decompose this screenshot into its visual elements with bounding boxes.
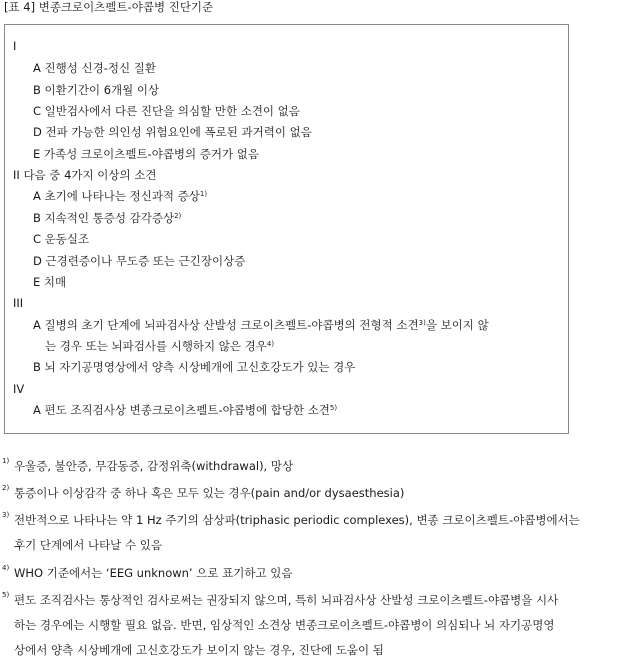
footnote-4-number: 4) [2,564,10,572]
footnote-ref-2: 2) [174,212,182,220]
criteria-box [4,24,569,434]
section-3-heading: III [13,296,24,310]
footnote-3-number: 3) [2,511,10,519]
criterion-3b: B 뇌 자기공명영상에서 양측 시상베개에 고신호강도가 있는 경우 [33,360,356,374]
criterion-1b: B 이환기간이 6개월 이상 [33,83,160,97]
footnote-1-number: 1) [2,457,10,465]
criterion-3a-cont: 는 경우 또는 뇌파검사를 시행하지 않은 경우 [45,339,267,353]
criterion-3a-line2 [45,338,274,355]
criterion-2e: E 치매 [33,275,67,289]
section-2-heading: II 다음 중 4가지 이상의 소견 [13,168,157,182]
criterion-1a: A 진행성 신경-정신 질환 [33,61,156,75]
section-4-heading: IV [13,382,25,396]
criterion-1d: D 전파 가능한 의인성 위험요인에 폭로된 과거력이 없음 [33,125,312,139]
footnote-ref-5: 5) [329,404,338,412]
criterion-4a [33,402,337,419]
section-1-heading: I [13,39,17,53]
footnote-ref-3: 3) [418,319,426,327]
footnote-5-text-line2: 하는 경우에는 시행할 필요 없음. 반면, 임상적인 소견상 변종크로이츠펠트-야콥병이 의심되나 뇌 자기공명영 [14,618,555,632]
footnote-1-text: 우울증, 불안증, 무감동증, 감정위축(withdrawal), 망상 [14,459,294,473]
footnote-5-text-line1: 편도 조직검사는 통상적인 검사로써는 권장되지 않으며, 특히 뇌파검사상 산발성 크로이츠펠트-야콥병을 시사 [14,593,559,607]
criterion-4a-text: A 편도 조직검사상 변종크로이츠펠트-야콥병에 합당한 소견 [33,403,330,417]
footnote-5-text-line3: 상에서 양측 시상베개에 고신호강도가 보이지 않는 경우, 진단에 도움이 됨 [14,643,384,657]
criterion-3a-tail: 을 보이지 않 [425,318,489,332]
footnote-4-text: WHO 기준에서는 ‘EEG unknown’ 으로 표기하고 있음 [14,566,293,580]
criterion-2c: C 운동실조 [33,232,90,246]
footnote-ref-1: 1) [199,190,208,198]
criterion-2a-text: A 초기에 나타나는 정신과적 증상 [33,189,200,203]
criterion-2b-text: B 지속적인 통증성 감각증상 [33,211,175,225]
criterion-1c: C 일반검사에서 다른 진단을 의심할 만한 소견이 없음 [33,104,300,118]
criterion-2a [33,188,207,205]
criterion-2b [33,210,181,227]
footnote-2-text: 통증이나 이상감각 중 하나 혹은 모두 있는 경우(pain and/or dysaesthesia) [14,486,405,500]
table-title: [표 4] 변종크로이츠펠트-야콥병 진단기준 [4,0,214,14]
footnote-5-number: 5) [2,591,10,599]
footnote-2-number: 2) [2,484,10,492]
criterion-3a-text: A 질병의 초기 단계에 뇌파검사상 산발성 크로이츠펠트-야콥병의 전형적 소견 [33,318,419,332]
footnote-3-text-line2: 후기 단계에서 나타날 수 있음 [14,538,162,552]
footnote-ref-4: 4) [266,340,275,348]
criterion-1e: E 가족성 크로이츠펠트-야콥병의 증거가 없음 [33,147,259,161]
criterion-2d: D 근경련증이나 무도증 또는 근긴장이상증 [33,254,246,268]
criterion-3a-line1 [33,317,489,334]
footnote-3-text-line1: 전반적으로 나타나는 약 1 Hz 주기의 삼상파(triphasic periodic complexes), 변종 크로이츠펠트-야콥병에서는 [14,513,580,527]
